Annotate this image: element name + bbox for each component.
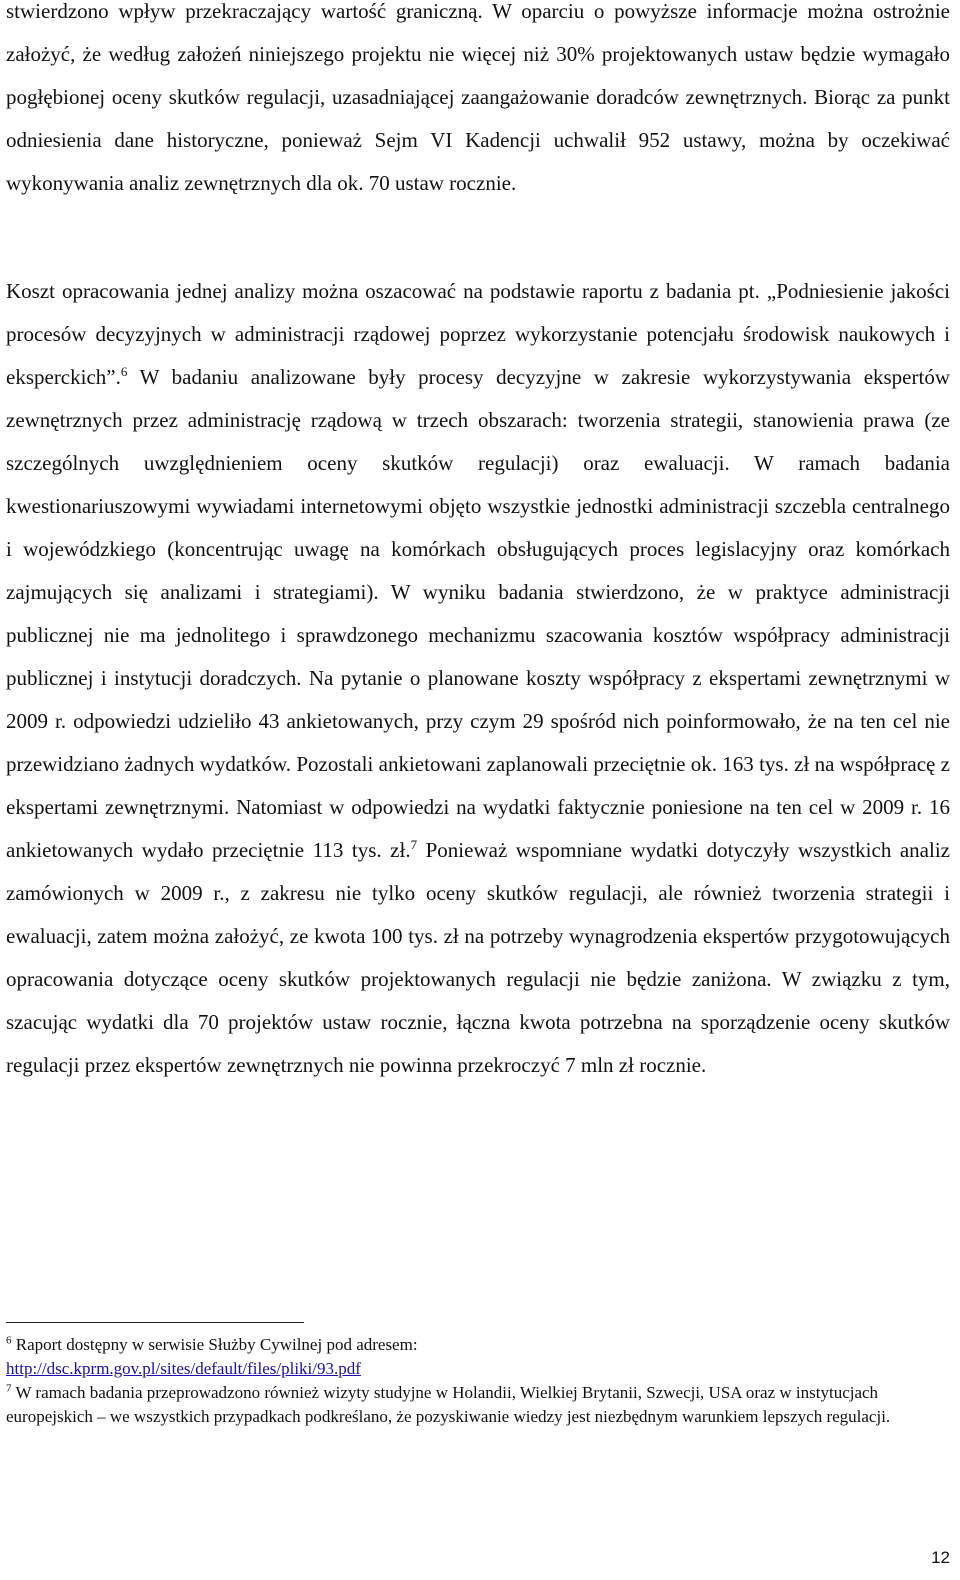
footnote-reference-6[interactable]: 6 [120, 364, 128, 379]
body-paragraph-2 [6, 270, 950, 1087]
footnote-reference-7[interactable]: 7 [410, 837, 418, 852]
footnote-6-link[interactable]: http://dsc.kprm.gov.pl/sites/default/files/pliki/93.pdf [6, 1359, 361, 1378]
footnote-7-text: W ramach badania przeprowadzono również wizyty studyjne w Holandii, Wielkiej Brytanii, Szwecji, USA oraz w instytucjach europejskich – we wszystkich przypadkach podkreślano, że pozyskiwanie wiedzy jest niezbędnym warunkiem lepszych regulacji. [6, 1383, 891, 1426]
paragraph-2-part-2: W badaniu analizowane były procesy decyzyjne w zakresie wykorzystywania ekspertów zewnętrznych przez administrację rządową w trzech obszarach: tworzenia strategii, stanowienia prawa (ze szczególnych uwzględnieniem oceny skutków regulacji) oraz ewaluacji. W ramach badania kwestionariuszowymi wywiadami internetowymi objęto wszystkie jednostki administracji szczebla centralnego i wojewódzkiego (koncentrując uwagę na komórkach obsługujących proces legislacyjny oraz komórkach zajmujących się analizami i strategiami). W wyniku badania stwierdzono, że w praktyce administracji publicznej nie ma jednolitego i sprawdzonego mechanizmu szacowania kosztów współpracy administracji publicznej i instytucji doradczych. Na pytanie o planowane koszty współpracy z ekspertami zewnętrznymi w 2009 r. odpowiedzi udzieliło 43 ankietowanych, przy czym 29 spośród nich poinformowało, że na ten cel nie przewidziano żadnych wydatków. Pozostali ankietowani zaplanowali przeciętnie ok. 163 tys. zł na współpracę z ekspertami zewnętrznymi. Natomiast w odpowiedzi na wydatki faktycznie poniesione na ten cel w 2009 r. 16 ankietowanych wydało przeciętnie 113 tys. zł. [6, 365, 950, 862]
page-number: 12 [931, 1548, 950, 1567]
footnote-6 [6, 1333, 936, 1381]
footnote-7-number: 7 [6, 1382, 12, 1395]
footnote-6-text: Raport dostępny w serwisie Służby Cywilnej pod adresem: [11, 1335, 418, 1354]
footnotes-section [6, 1333, 936, 1429]
body-paragraph-1 [6, 0, 950, 205]
paragraph-1-text: stwierdzono wpływ przekraczający wartość graniczną. W oparciu o powyższe informacje można ostrożnie założyć, że według założeń niniejszego projektu nie więcej niż 30% projektowanych ustaw będzie wymagało pogłębionej oceny skutków regulacji, uzasadniającej zaangażowanie doradców zewnętrznych. Biorąc za punkt odniesienia dane historyczne, ponieważ Sejm VI Kadencji uchwalił 952 ustawy, można by oczekiwać wykonywania analiz zewnętrznych dla ok. 70 ustaw rocznie. [6, 0, 950, 195]
footnote-7 [6, 1381, 936, 1429]
footnote-6-number: 6 [6, 1334, 12, 1347]
footnote-separator [6, 1322, 304, 1323]
paragraph-2-part-3: Ponieważ wspomniane wydatki dotyczyły wszystkich analiz zamówionych w 2009 r., z zakresu nie tylko oceny skutków regulacji, ale również tworzenia strategii i ewaluacji, zatem można założyć, ze kwota 100 tys. zł na potrzeby wynagrodzenia ekspertów przygotowujących opracowania dotyczące oceny skutków projektowanych regulacji nie będzie zaniżona. W związku z tym, szacując wydatki dla 70 projektów ustaw rocznie, łączna kwota potrzebna na sporządzenie oceny skutków regulacji przez ekspertów zewnętrznych nie powinna przekroczyć 7 mln zł rocznie. [6, 838, 950, 1077]
paragraph-2-part-1: Koszt opracowania jednej analizy można oszacować na podstawie raportu z badania pt. „Podniesienie jakości procesów decyzyjnych w administracji rządowej poprzez wykorzystanie potencjału środowisk naukowych i eksperckich”. [6, 279, 950, 389]
